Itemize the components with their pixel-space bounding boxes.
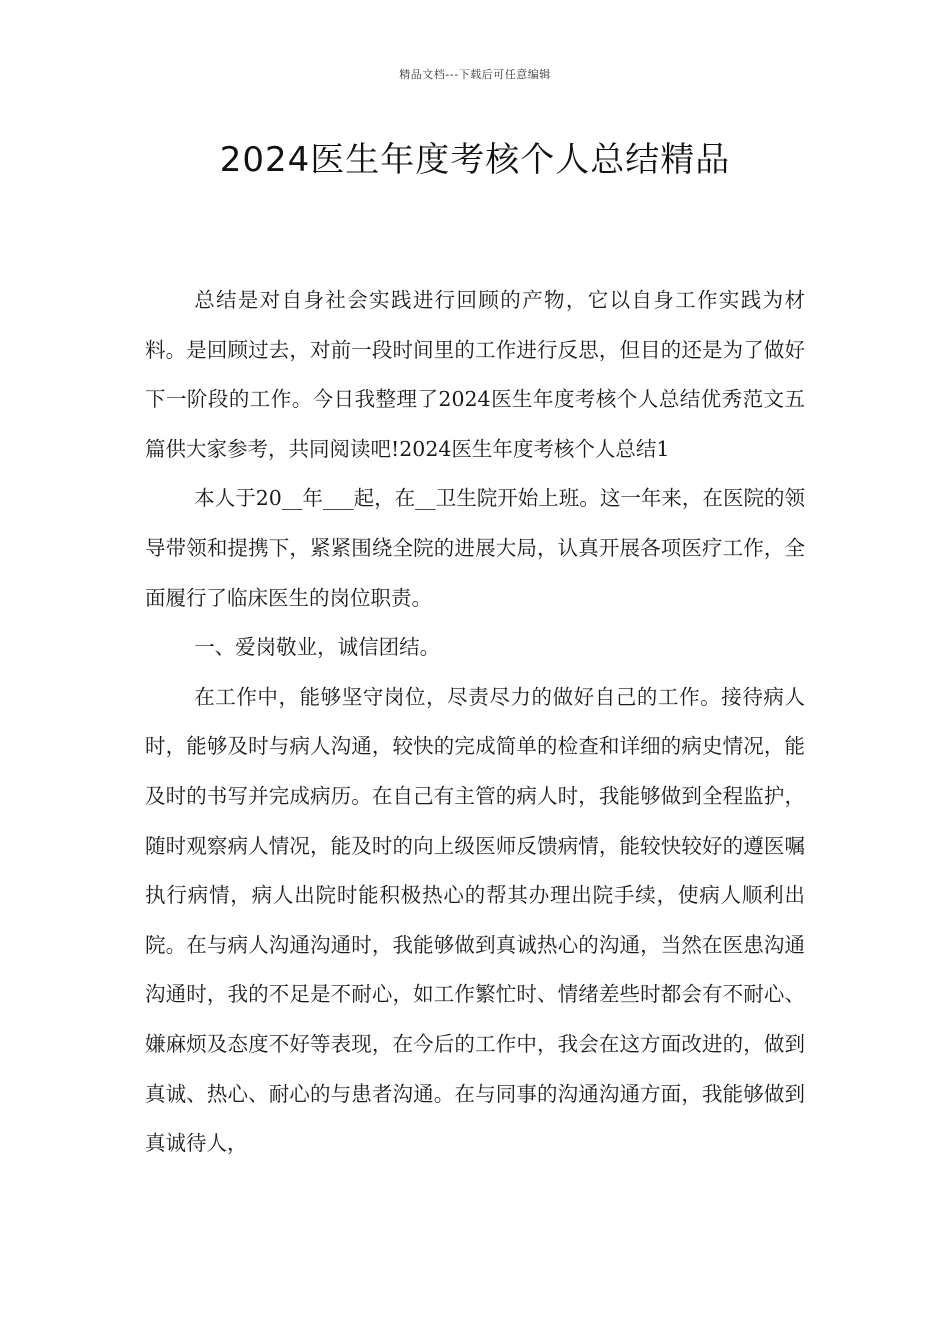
paragraph-intro: 总结是对自身社会实践进行回顾的产物，它以自身工作实践为材料。是回顾过去，对前一段时间里的工作进行反思，但目的还是为了做好下一阶段的工作。今日我整理了2024医生年度考核个人总结优秀范文五篇供大家参考，共同阅读吧!2024医生年度考核个人总结1 <box>145 288 805 461</box>
document-body <box>145 276 805 1169</box>
document-title: 2024医生年度考核个人总结精品 <box>219 140 731 180</box>
header-note: 精品文档---下载后可任意编辑 <box>399 68 551 81</box>
paragraph-start-work: 本人于20__年___起，在__卫生院开始上班。这一年来，在医院的领导带领和提携下，紧紧围绕全院的进展大局，认真开展各项医疗工作，全面履行了临床医生的岗位职责。 <box>145 486 805 610</box>
paragraph-work-detail: 在工作中，能够坚守岗位，尽责尽力的做好自己的工作。接待病人时，能够及时与病人沟通，较快的完成简单的检查和详细的病史情况，能及时的书写并完成病历。在自己有主管的病人时，我能够做到全程监护，随时观察病人情况，能及时的向上级医师反馈病情，能较快较好的遵医嘱执行病情，病人出院时能积极热心的帮其办理出院手续，使病人顺利出院。在与病人沟通沟通时，我能够做到真诚热心的沟通，当然在医患沟通沟通时，我的不足是不耐心，如工作繁忙时、情绪差些时都会有不耐心、嫌麻烦及态度不好等表现，在今后的工作中，我会在这方面改进的，做到真诚、热心、耐心的与患者沟通。在与同事的沟通沟通方面，我能够做到真诚待人， <box>145 684 805 1156</box>
section-heading-1: 一、爱岗敬业，诚信团结。 <box>194 635 441 660</box>
